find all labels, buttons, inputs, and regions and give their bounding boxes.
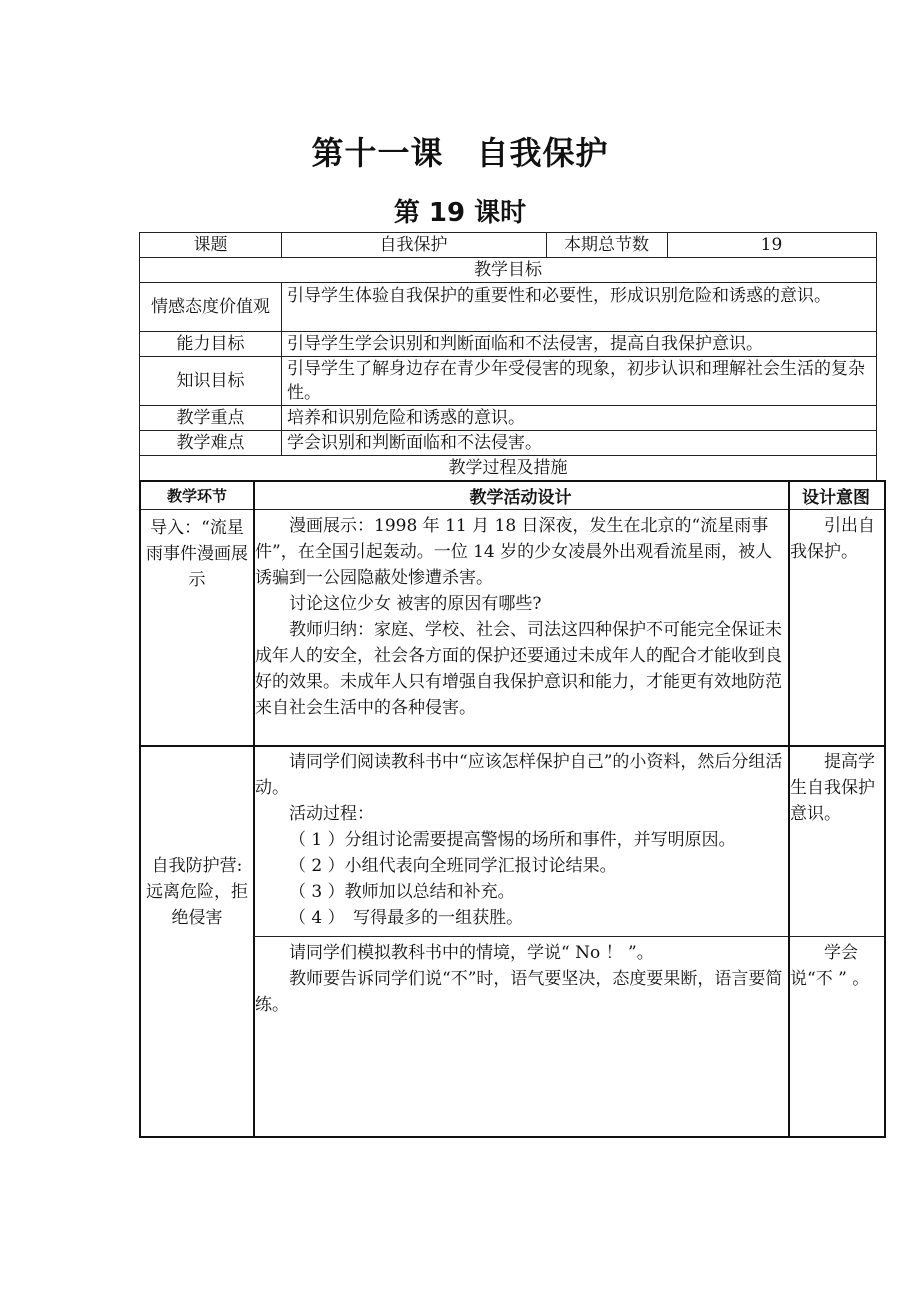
section2a-para-1: 请同学们阅读教科书中“应该怎样保护自己”的小资料，然后分组活动。 (255, 752, 783, 798)
goal-value-knowledge: 引导学生了解身边存在青少年受侵害的现象，初步认识和理解社会生活的复杂性。 (281, 356, 877, 406)
goal-value-ability: 引导学生学会识别和判断面临和不法侵害，提高自我保护意识。 (281, 331, 877, 357)
total-value: 19 (667, 232, 877, 258)
topic-value: 自我保护 (281, 232, 547, 258)
section1-stage: 导入：“流星雨事件漫画展示 (146, 518, 248, 590)
section1-intent-cell (788, 509, 886, 747)
col-intent-header: 设计意图 (788, 480, 886, 510)
section2b-para-1: 请同学们模拟教科书中的情境，学说“ No ！ ”。 (289, 943, 654, 963)
section2a-intent (788, 745, 884, 827)
goal-value-key: 培养和识别危险和诱惑的意识。 (281, 405, 877, 431)
section1-stage-cell (139, 509, 255, 747)
section2b-para-2: 教师要告诉同学们说“不”时，语气要坚决，态度要果断，语言要简练。 (255, 969, 783, 1015)
goal-value-attitude: 引导学生体验自我保护的重要性和必要性，形成识别危险和诱惑的意识。 (281, 282, 877, 332)
total-label: 本期总节数 (546, 232, 668, 258)
section2a-intent-cell (788, 745, 886, 937)
section2b-intent-cell (788, 936, 886, 1138)
section1-activity-cell (253, 509, 790, 747)
section2b-intent-text: 学会说“不 ” 。 (790, 943, 870, 989)
goal-label-difficulty: 教学难点 (139, 430, 282, 456)
section1-intent-text: 引出自我保护。 (790, 516, 875, 562)
section2a-intent-text: 提高学生自我保护意识。 (790, 752, 875, 824)
goal-label-knowledge: 知识目标 (139, 356, 282, 406)
period-title: 第 19 课时 (393, 198, 527, 228)
section1-para-1: 漫画展示：1998 年 11 月 18 日深夜，发生在北京的“流星雨事件”，在全国引起轰动。一位 14 岁的少女凌晨外出观看流星雨，被人诱骗到一公园隐蔽处惨遭杀害。 (255, 516, 773, 588)
goal-label-attitude: 情感态度价值观 (139, 282, 282, 332)
col-activity-header: 教学活动设计 (253, 480, 790, 510)
topic-label: 课题 (139, 232, 282, 258)
section1-para-3: 教师归纳：家庭、学校、社会、司法这四种保护不可能完全保证未成年人的安全，社会各方面的保护还要通过未成年人的配合才能收到良好的效果。未成年人只有增强自我保护意识和能力，才能更有效地防范来自社会生活中的各种侵害。 (255, 620, 782, 718)
section2a-paragraphs (253, 745, 788, 931)
section2a-para-4: （ 2 ）小组代表向全班同学汇报讨论结果。 (289, 856, 617, 876)
goal-value-difficulty: 学会识别和判断面临和不法侵害。 (281, 430, 877, 456)
section2a-para-5: （ 3 ）教师加以总结和补充。 (289, 882, 515, 902)
section1-paragraphs (253, 509, 788, 721)
goals-header: 教学目标 (139, 257, 877, 283)
section2a-activity-cell (253, 745, 790, 937)
col-stage-header: 教学环节 (139, 480, 255, 510)
section2b-intent (788, 936, 884, 992)
section2-stage: 自我防护营: 远离危险，拒绝侵害 (146, 856, 248, 928)
section2a-para-2: 活动过程： (289, 804, 374, 824)
goal-label-ability: 能力目标 (139, 331, 282, 357)
goal-label-key: 教学重点 (139, 405, 282, 431)
process-header: 教学过程及措施 (139, 455, 877, 481)
section1-intent (788, 509, 884, 565)
section1-para-2: 讨论这位少女 被害的原因有哪些? (289, 594, 542, 614)
lesson-title: 第十一课 自我保护 (311, 134, 609, 172)
section2a-para-3: （ 1 ）分组讨论需要提高警惕的场所和事件，并写明原因。 (289, 830, 736, 850)
section2-stage-cell (139, 745, 255, 1138)
section2b-activity-cell (253, 936, 790, 1138)
section2a-para-6: （ 4 ） 写得最多的一组获胜。 (289, 908, 524, 928)
section2b-paragraphs (253, 936, 788, 1018)
